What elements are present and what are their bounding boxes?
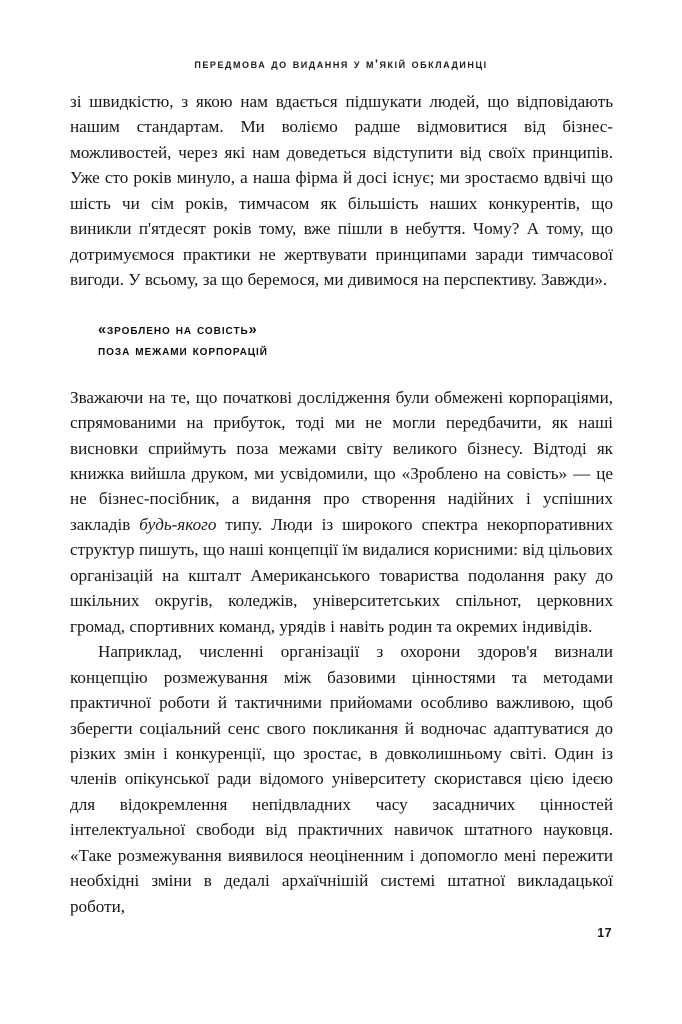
paragraph-two-text-after-italic: типу. Люди із широкого спектра некорпоративних структур пишуть, що наші концепції їм видалися корисними: від цільових організацій на кшталт Американського товариства подолання раку до шкільних округів, коледжів, університетських спільнот, церковних громад, спортивних команд, урядів і навіть родин та окремих індивідів. xyxy=(70,514,613,636)
paragraph-two-text-before-italic: Зважаючи на те, що початкові дослідження були обмежені корпораціями, спрямованими на прибуток, тоді ми не могли передбачити, як наші висновки сприймуть поза межами світу великого бізнесу. Відтоді як книжка вийшла друком, ми усвідомили, що «Зроблено на совість» — це не бізнес-посібник, а видання про створення надійних і успішних закладів xyxy=(70,387,613,534)
text-column xyxy=(70,89,613,919)
paragraph-three: Наприклад, численні організації з охорони здоров'я визнали концепцію розмежування між базовими цінностями та методами практичної роботи й тактичними прийомами особливо важливою, щоб зберегти соціальний сенс свого покликання й водночас адаптуватися до різких змін і конкуренції, що зростає, в довколишньому світі. Один із членів опікунської ради відомого університету скористався цією ідеєю для відокремлення непідвладних часу засадничих цінностей інтелектуальної свободи від практичних навичок штатного науковця. «Таке розмежування виявилося неоціненним і допомогло мені пережити необхідні зміни в дедалі архаїчнішій системі штатної викладацької роботи, xyxy=(70,642,613,916)
spacer-above-heading xyxy=(70,293,613,320)
section-heading-line-2: поза межами корпорацій xyxy=(98,343,268,360)
section-heading xyxy=(70,320,613,363)
spacer-below-heading xyxy=(70,363,613,385)
emphasis-bud-yakoho: будь-якого xyxy=(139,514,217,534)
paragraph-two xyxy=(70,385,613,640)
page-number: 17 xyxy=(597,926,612,940)
section-heading-line-1: «зроблено на совість» xyxy=(98,321,258,338)
running-head: передмова до видання у м'якій обкладинці xyxy=(194,57,488,71)
paragraph-continuation: зі швидкістю, з якою нам вдається підшукати людей, що відповідають нашим стандартам. Ми воліємо радше відмовитися від бізнес-можливостей, через які нам доведеться відступити від своїх принципів. Уже сто років минуло, а наша фірма й досі існує; ми зростаємо вдвічі що шість чи сім років, тимчасом як більшість наших конкурентів, що виникли п'ятдесят років тому, вже пішли в небуття. Чому? А тому, що дотримуємося практики не жертвувати принципами заради тимчасової вигоди. У всьому, за що беремося, ми дивимося на перспективу. Завжди». xyxy=(70,92,613,290)
